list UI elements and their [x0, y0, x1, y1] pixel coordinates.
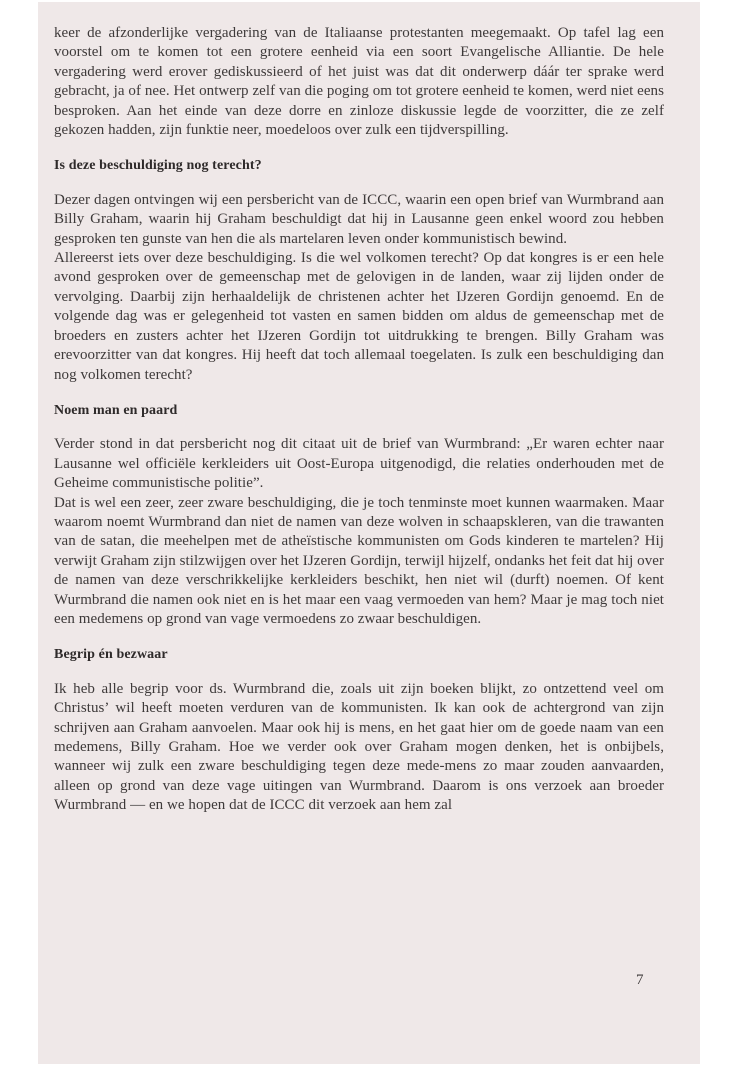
page-number: 7: [636, 972, 644, 988]
section-heading-beschuldiging: Is deze beschuldiging nog terecht?: [54, 158, 262, 174]
page-sheet: [38, 2, 700, 1064]
paragraph-beschuldiging-2: Allereerst iets over deze beschuldiging. Is die wel volkomen terecht? Op dat kongres is er een hele avond gesproken over de gemeenschap met de gelovigen in de landen, waar zij lijden onder de vervolging. Daarbij zijn herhaaldelijk de christenen achter het IJzeren Gordijn genoemd. En de volgende dag was er gelegenheid tot vasten en samen bidden om aldus de gemeenschap met de broeders en zusters achter het IJzeren Gordijn tot uitdrukking te brengen. Billy Graham was erevoorzitter van dat kongres. Hij heeft dat toch allemaal toegelaten. Is zulk een beschuldiging dan nog volkomen terecht?: [54, 250, 664, 383]
section-heading-bezwaar: Begrip én bezwaar: [54, 647, 168, 663]
paragraph-beschuldiging-1: Dezer dagen ontvingen wij een persbericht van de ICCC, waarin een open brief van Wurmbrand aan Billy Graham, waarin hij Graham beschuldigt dat hij in Lausanne geen enkel woord zou hebben gesproken ten gunste van hen die als martelaren leven onder kommunistisch bewind.: [54, 191, 664, 247]
paragraph-bezwaar-1: Ik heb alle begrip voor ds. Wurmbrand die, zoals uit zijn boeken blijkt, zo ontzettend veel om Christus’ wil heeft moeten verduren van de kommunisten. Ik kan ook de achtergrond van zijn schrijven aan Graham aanvoelen. Maar ook hij is mens, en het gaat hier om de goede naam van een medemens, Billy Graham. Hoe we verder ook over Graham mogen denken, het is onbijbels, wanneer wij zulk een zware beschuldiging tegen deze mede-mens zo maar zouden aanvaarden, alleen op grond van deze vage uitingen van Wurmbrand. Daarom is ons verzoek aan broeder Wurmbrand — en we hopen dat de ICCC dit verzoek aan hem zal: [54, 680, 664, 814]
article-body: [54, 24, 664, 816]
paragraph-paard-2: Dat is wel een zeer, zeer zware beschuldiging, die je toch tenminste moet kunnen waarmaken. Maar waarom noemt Wurmbrand dan niet de namen van deze wolven in schaapskleren, van die trawanten van de satan, die meehelpen met de atheïstische kommunisten om Gods kinderen te martelen? Hij verwijt Graham zijn stilzwijgen over het IJzeren Gordijn, terwijl hijzelf, ondanks het feit dat hij over de namen van deze verschrikkelijke kerkleiders beschikt, hen niet wil (durft) noemen. Of kent Wurmbrand die namen ook niet en is het maar een vaag vermoeden van hem? Maar je mag toch niet een medemens op grond van vage vermoedens zo zwaar beschuldigen.: [54, 494, 664, 627]
paragraph-paard-1: Verder stond in dat persbericht nog dit citaat uit de brief van Wurmbrand: „Er waren echter naar Lausanne wel officiële kerkleiders uit Oost-Europa uitgenodigd, die relaties onderhouden met de Geheime communistische politie”.: [54, 436, 664, 492]
section-heading-paard: Noem man en paard: [54, 402, 178, 418]
intro-paragraph: keer de afzonderlijke vergadering van de Italiaanse protestanten meegemaakt. Op tafel lag een voorstel om te komen tot een grotere eenheid via een soort Evangelische Alliantie. De hele vergadering werd erover gediskussieerd of het juist was dat dit onderwerp dáár ter sprake werd gebracht, ja of nee. Het ontwerp zelf van die poging om tot grotere eenheid te komen, werd niet eens besproken. Aan het einde van deze dorre en zinloze diskussie legde de voorzitter, die ze zelf gekozen hadden, zijn funktie neer, moedeloos over zulk een tijdverspilling.: [54, 25, 664, 139]
